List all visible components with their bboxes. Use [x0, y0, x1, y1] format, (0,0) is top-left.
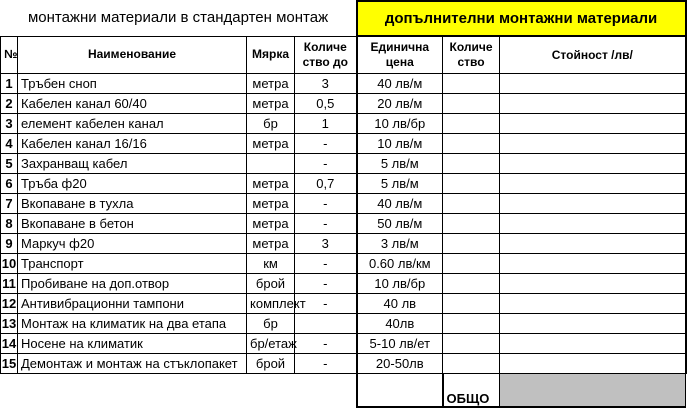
row-number: 11 [1, 274, 18, 294]
item-cost[interactable] [500, 154, 686, 174]
col-header-name: Наименование [18, 36, 247, 74]
standard-materials-title: монтажни материали в стандартен монтаж [1, 1, 357, 36]
item-cost[interactable] [500, 134, 686, 154]
item-qty-standard: - [295, 294, 357, 314]
table-row [1, 234, 686, 254]
item-unit-price: 3 лв/м [357, 234, 443, 254]
item-name: Носене на климатик [18, 334, 247, 354]
title-row [1, 1, 686, 36]
table-row [1, 74, 686, 94]
item-qty-extra[interactable] [443, 334, 500, 354]
item-qty-standard: - [295, 134, 357, 154]
item-qty-standard [295, 314, 357, 334]
row-number: 10 [1, 254, 18, 274]
row-number: 6 [1, 174, 18, 194]
table-row [1, 214, 686, 234]
row-number: 4 [1, 134, 18, 154]
item-qty-standard: 0,7 [295, 174, 357, 194]
item-name: Тръбен сноп [18, 74, 247, 94]
item-unit: бр/етаж [247, 334, 295, 354]
item-unit: метра [247, 134, 295, 154]
item-qty-standard: 1 [295, 114, 357, 134]
table-row [1, 294, 686, 314]
item-cost[interactable] [500, 234, 686, 254]
item-qty-extra[interactable] [443, 94, 500, 114]
total-value[interactable] [500, 374, 686, 408]
item-qty-standard: - [295, 354, 357, 374]
item-unit: метра [247, 174, 295, 194]
item-name: Антивибрационни тампони [18, 294, 247, 314]
item-cost[interactable] [500, 194, 686, 214]
item-unit-price: 10 лв/бр [357, 114, 443, 134]
table-row [1, 94, 686, 114]
column-header-row [1, 36, 686, 74]
item-qty-extra[interactable] [443, 234, 500, 254]
total-spacer [1, 374, 357, 408]
item-qty-extra[interactable] [443, 354, 500, 374]
item-unit: метра [247, 94, 295, 114]
item-unit-price: 5 лв/м [357, 154, 443, 174]
item-cost[interactable] [500, 74, 686, 94]
item-unit-price: 5 лв/м [357, 174, 443, 194]
item-name: Кабелен канал 60/40 [18, 94, 247, 114]
item-name: Пробиване на доп.отвор [18, 274, 247, 294]
item-name: Вкопаване в тухла [18, 194, 247, 214]
total-label: ОБЩО [443, 374, 500, 408]
item-cost[interactable] [500, 174, 686, 194]
item-unit: метра [247, 74, 295, 94]
item-unit: брой [247, 354, 295, 374]
item-unit-price: 40лв [357, 314, 443, 334]
row-number: 12 [1, 294, 18, 314]
item-unit: км [247, 254, 295, 274]
row-number: 1 [1, 74, 18, 94]
item-name: елемент кабелен канал [18, 114, 247, 134]
item-unit: брой [247, 274, 295, 294]
item-qty-standard: - [295, 154, 357, 174]
row-number: 3 [1, 114, 18, 134]
item-cost[interactable] [500, 94, 686, 114]
row-number: 13 [1, 314, 18, 334]
item-cost[interactable] [500, 114, 686, 134]
table-row [1, 154, 686, 174]
item-qty-extra[interactable] [443, 114, 500, 134]
total-empty-cell [357, 374, 443, 408]
item-qty-standard: - [295, 254, 357, 274]
item-cost[interactable] [500, 274, 686, 294]
item-cost[interactable] [500, 334, 686, 354]
col-header-unit: Мярка [247, 36, 295, 74]
additional-materials-title: допълнителни монтажни материали [357, 1, 686, 36]
item-name: Захранващ кабел [18, 154, 247, 174]
table-row [1, 174, 686, 194]
table-row [1, 134, 686, 154]
item-name: Тръба ф20 [18, 174, 247, 194]
item-unit: комплект [247, 294, 295, 314]
item-unit-price: 10 лв/м [357, 134, 443, 154]
item-qty-standard: - [295, 274, 357, 294]
item-unit-price: 5-10 лв/ет [357, 334, 443, 354]
total-row [1, 374, 686, 408]
item-cost[interactable] [500, 294, 686, 314]
item-qty-extra[interactable] [443, 194, 500, 214]
item-qty-extra[interactable] [443, 254, 500, 274]
col-header-num: № [1, 36, 18, 74]
col-header-qty-extra: Количе ство [443, 36, 500, 74]
item-unit-price: 40 лв [357, 294, 443, 314]
item-unit-price: 20-50лв [357, 354, 443, 374]
row-number: 14 [1, 334, 18, 354]
table-row [1, 334, 686, 354]
table-row [1, 354, 686, 374]
item-qty-extra[interactable] [443, 314, 500, 334]
col-header-unit-price: Единична цена [357, 36, 443, 74]
table-row [1, 314, 686, 334]
item-qty-standard: 0,5 [295, 94, 357, 114]
item-qty-standard: 3 [295, 74, 357, 94]
item-unit-price: 0.60 лв/км [357, 254, 443, 274]
item-unit [247, 154, 295, 174]
row-number: 8 [1, 214, 18, 234]
row-number: 5 [1, 154, 18, 174]
item-name: Вкопаване в бетон [18, 214, 247, 234]
item-name: Монтаж на климатик на два етапа [18, 314, 247, 334]
item-cost[interactable] [500, 214, 686, 234]
item-qty-standard: 3 [295, 234, 357, 254]
item-name: Демонтаж и монтаж на стъклопакет [18, 354, 247, 374]
item-qty-extra[interactable] [443, 214, 500, 234]
item-unit: метра [247, 234, 295, 254]
item-unit-price: 20 лв/м [357, 94, 443, 114]
item-unit-price: 10 лв/бр [357, 274, 443, 294]
item-cost[interactable] [500, 254, 686, 274]
col-header-cost: Стойност /лв/ [500, 36, 686, 74]
row-number: 2 [1, 94, 18, 114]
item-qty-standard: - [295, 214, 357, 234]
col-header-qty-std: Количе ство до [295, 36, 357, 74]
item-unit-price: 50 лв/м [357, 214, 443, 234]
table-row [1, 274, 686, 294]
row-number: 7 [1, 194, 18, 214]
item-name: Транспорт [18, 254, 247, 274]
item-qty-extra[interactable] [443, 274, 500, 294]
item-unit: метра [247, 194, 295, 214]
item-unit-price: 40 лв/м [357, 194, 443, 214]
item-cost[interactable] [500, 314, 686, 334]
item-qty-extra[interactable] [443, 174, 500, 194]
item-qty-extra[interactable] [443, 154, 500, 174]
item-unit: метра [247, 214, 295, 234]
item-cost[interactable] [500, 354, 686, 374]
item-name: Кабелен канал 16/16 [18, 134, 247, 154]
item-unit-price: 40 лв/м [357, 74, 443, 94]
row-number: 9 [1, 234, 18, 254]
item-qty-extra[interactable] [443, 74, 500, 94]
item-qty-extra[interactable] [443, 134, 500, 154]
table-row [1, 254, 686, 274]
item-qty-extra[interactable] [443, 294, 500, 314]
item-unit: бр [247, 314, 295, 334]
row-number: 15 [1, 354, 18, 374]
item-qty-standard: - [295, 334, 357, 354]
table-row [1, 114, 686, 134]
item-name: Маркуч ф20 [18, 234, 247, 254]
item-unit: бр [247, 114, 295, 134]
table-row [1, 194, 686, 214]
item-qty-standard: - [295, 194, 357, 214]
